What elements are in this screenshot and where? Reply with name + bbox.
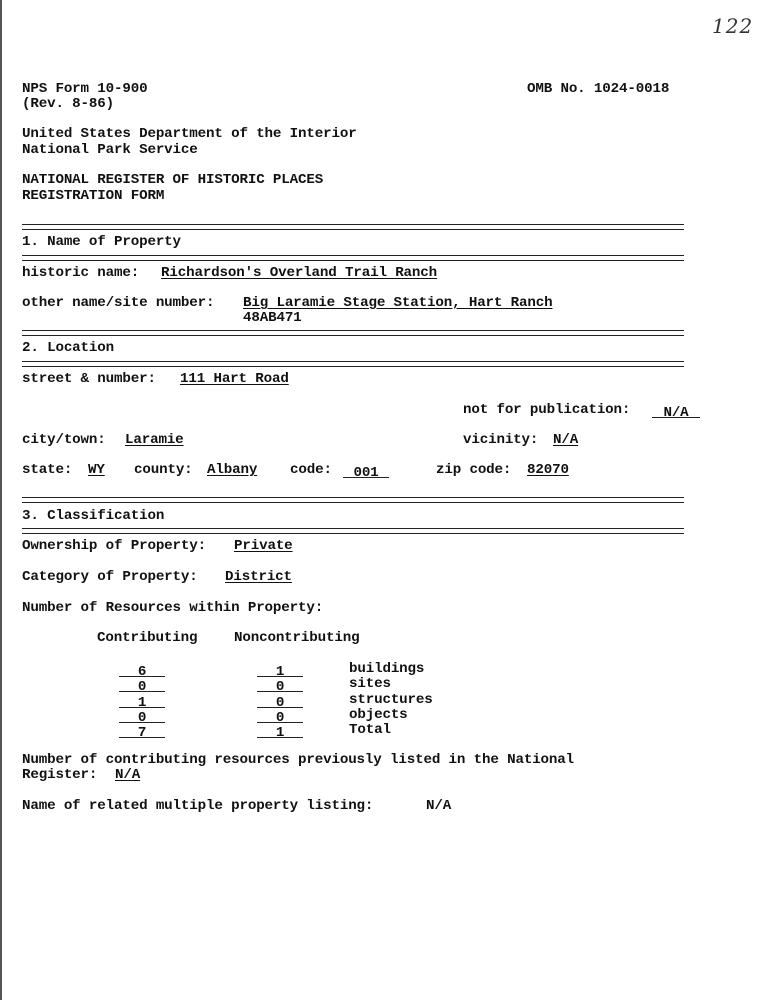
handwritten-page-number: 122: [712, 14, 754, 38]
category-label: Category of Property:: [22, 569, 198, 585]
register-title: NATIONAL REGISTER OF HISTORIC PLACES: [22, 172, 324, 188]
section-divider: [22, 224, 684, 230]
state-label: state:: [22, 462, 73, 478]
county-value: Albany: [207, 462, 258, 478]
noncontributing-count: 0: [257, 708, 303, 723]
street-label: street & number:: [22, 371, 156, 387]
contributing-count: 6: [119, 662, 165, 677]
section-divider: [22, 330, 684, 336]
form-revision: (Rev. 8-86): [22, 96, 115, 112]
section3-heading: 3. Classification: [22, 508, 165, 524]
noncontributing-count: 0: [257, 693, 303, 708]
department-name: United States Department of the Interior: [22, 126, 357, 142]
historic-name-value: Richardson's Overland Trail Ranch: [161, 265, 438, 281]
section-divider: [22, 255, 684, 261]
ownership-label: Ownership of Property:: [22, 538, 207, 554]
category-value: District: [225, 569, 292, 585]
resource-type: buildings: [349, 661, 425, 677]
form-title: REGISTRATION FORM: [22, 188, 165, 204]
section-divider: [22, 497, 684, 503]
form-number: NPS Form 10-900: [22, 81, 148, 97]
noncontributing-header: Noncontributing: [234, 630, 360, 646]
contributing-header: Contributing: [97, 630, 198, 646]
resources-label: Number of Resources within Property:: [22, 600, 324, 616]
previously-listed-label: Register:: [22, 767, 98, 783]
city-label: city/town:: [22, 432, 106, 448]
vicinity-value: N/A: [553, 432, 579, 448]
scan-edge: [0, 0, 2, 1000]
resource-type: Total: [349, 722, 391, 739]
multiple-property-value: N/A: [426, 798, 452, 814]
resource-type: sites: [349, 676, 391, 693]
other-name-value: Big Laramie Stage Station, Hart Ranch: [243, 295, 553, 311]
code-label: code:: [290, 462, 332, 478]
contributing-count: 7: [119, 723, 165, 738]
previously-listed-line: Number of contributing resources previously listed in the National: [22, 752, 575, 768]
previously-listed-value: N/A: [115, 767, 141, 783]
vicinity-label: vicinity:: [463, 432, 539, 448]
not-for-publication-value: N/A: [652, 403, 700, 418]
section-divider: [22, 361, 684, 367]
contributing-count: 0: [119, 708, 165, 723]
multiple-property-label: Name of related multiple property listing:: [22, 798, 374, 814]
not-for-publication-label: not for publication:: [463, 402, 631, 418]
omb-number: OMB No. 1024-0018: [527, 81, 670, 97]
site-number: 48AB471: [243, 310, 302, 326]
noncontributing-count: 0: [257, 677, 303, 692]
city-value: Laramie: [125, 432, 184, 448]
county-label: county:: [134, 462, 193, 478]
contributing-count: 1: [119, 693, 165, 708]
other-name-label: other name/site number:: [22, 295, 215, 311]
zip-value: 82070: [527, 462, 569, 478]
street-value: 111 Hart Road: [180, 371, 289, 387]
state-value: WY: [88, 462, 105, 478]
section2-heading: 2. Location: [22, 340, 115, 356]
resource-type: structures: [349, 691, 433, 708]
noncontributing-count: 1: [257, 662, 303, 677]
zip-label: zip code:: [436, 462, 512, 478]
section1-heading: 1. Name of Property: [22, 234, 181, 250]
contributing-count: 0: [119, 677, 165, 692]
ownership-value: Private: [234, 538, 293, 554]
agency-name: National Park Service: [22, 142, 198, 158]
code-value: 001: [343, 463, 389, 478]
noncontributing-count: 1: [257, 723, 303, 738]
section-divider: [22, 528, 684, 534]
historic-name-label: historic name:: [22, 265, 140, 281]
resource-type: objects: [349, 706, 408, 723]
